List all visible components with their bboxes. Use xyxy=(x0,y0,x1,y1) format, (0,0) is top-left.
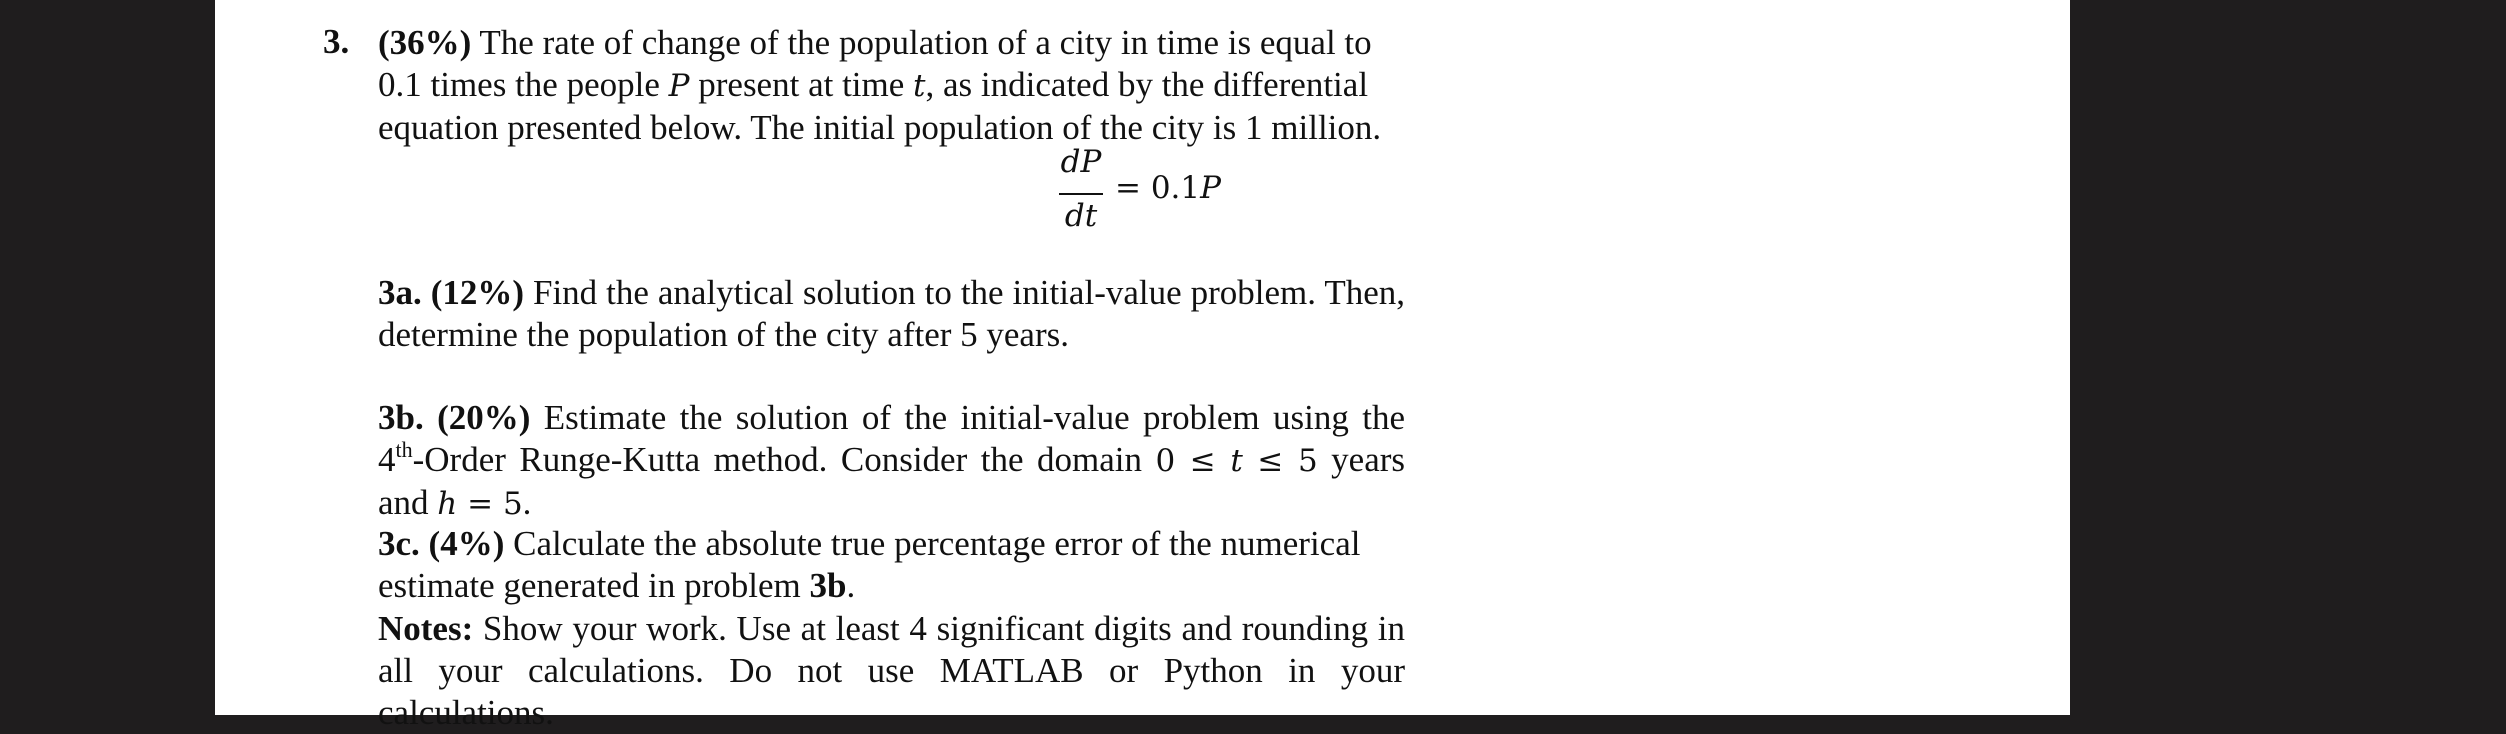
equation-rhs xyxy=(1115,170,1221,206)
part-c-end: . xyxy=(846,566,856,605)
part-c-ref: 3b xyxy=(809,566,847,605)
question-weight: (36%) xyxy=(378,23,472,62)
question-number: 3. xyxy=(323,22,350,61)
notes-label: Notes: xyxy=(378,609,474,648)
differential-equation xyxy=(1057,140,1317,250)
intro-text-a: The rate of change of the population of a city in time is equal to 0.1 times the people xyxy=(378,23,1372,104)
part-b-text-b: -Order Runge-Kutta method. Consider the domain xyxy=(412,440,1156,479)
intro-var-p: P xyxy=(668,68,690,104)
part-a-label: 3a. (12%) xyxy=(378,273,525,312)
intro-text-c: , as indicated by the differential equation presented below. The initial population of the city is 1 million. xyxy=(378,65,1382,147)
part-c-text: Calculate the absolute true percentage error of the numerical estimate generated in problem xyxy=(378,524,1361,605)
part-c-label: 3c. (4%) xyxy=(378,524,505,563)
fraction-denominator: dt xyxy=(1064,198,1098,234)
domain-math-t: t xyxy=(1230,443,1243,479)
equation-rhs-var: P xyxy=(1200,170,1221,206)
document-page xyxy=(215,0,2070,732)
equation-rhs-text: = 0.1 xyxy=(1115,170,1201,206)
part-c xyxy=(378,523,1405,607)
fraction-bar xyxy=(1059,193,1103,195)
part-b-text-d: . xyxy=(522,483,532,522)
part-b xyxy=(378,397,1405,525)
part-b-superscript: th xyxy=(395,437,413,462)
intro-var-t: t xyxy=(913,68,926,104)
step-size-value: = 5 xyxy=(457,486,523,522)
part-b-label: 3b. (20%) xyxy=(378,398,531,437)
domain-math-a: 0 ≤ xyxy=(1155,443,1231,479)
part-a-text: Find the analytical solution to the initial-value problem. Then, determine the population of the city after 5 years. xyxy=(378,273,1405,354)
notes-text: Show your work. Use at least 4 significant digits and rounding in all your calculations. Do not use MATLAB or Python in your calculations. xyxy=(378,609,1405,732)
part-a xyxy=(378,272,1405,356)
fraction-numerator: dP xyxy=(1060,144,1102,180)
question-intro xyxy=(378,22,1405,149)
intro-text-b: present at time xyxy=(689,65,914,104)
notes xyxy=(378,608,1405,734)
domain-math-b: ≤ 5 xyxy=(1242,443,1318,479)
step-size-var: h xyxy=(437,486,458,522)
part-b-text-c: years and xyxy=(378,440,1405,522)
part-b-text-a: Estimate the solution of the initial-value problem using the 4 xyxy=(378,398,1406,479)
